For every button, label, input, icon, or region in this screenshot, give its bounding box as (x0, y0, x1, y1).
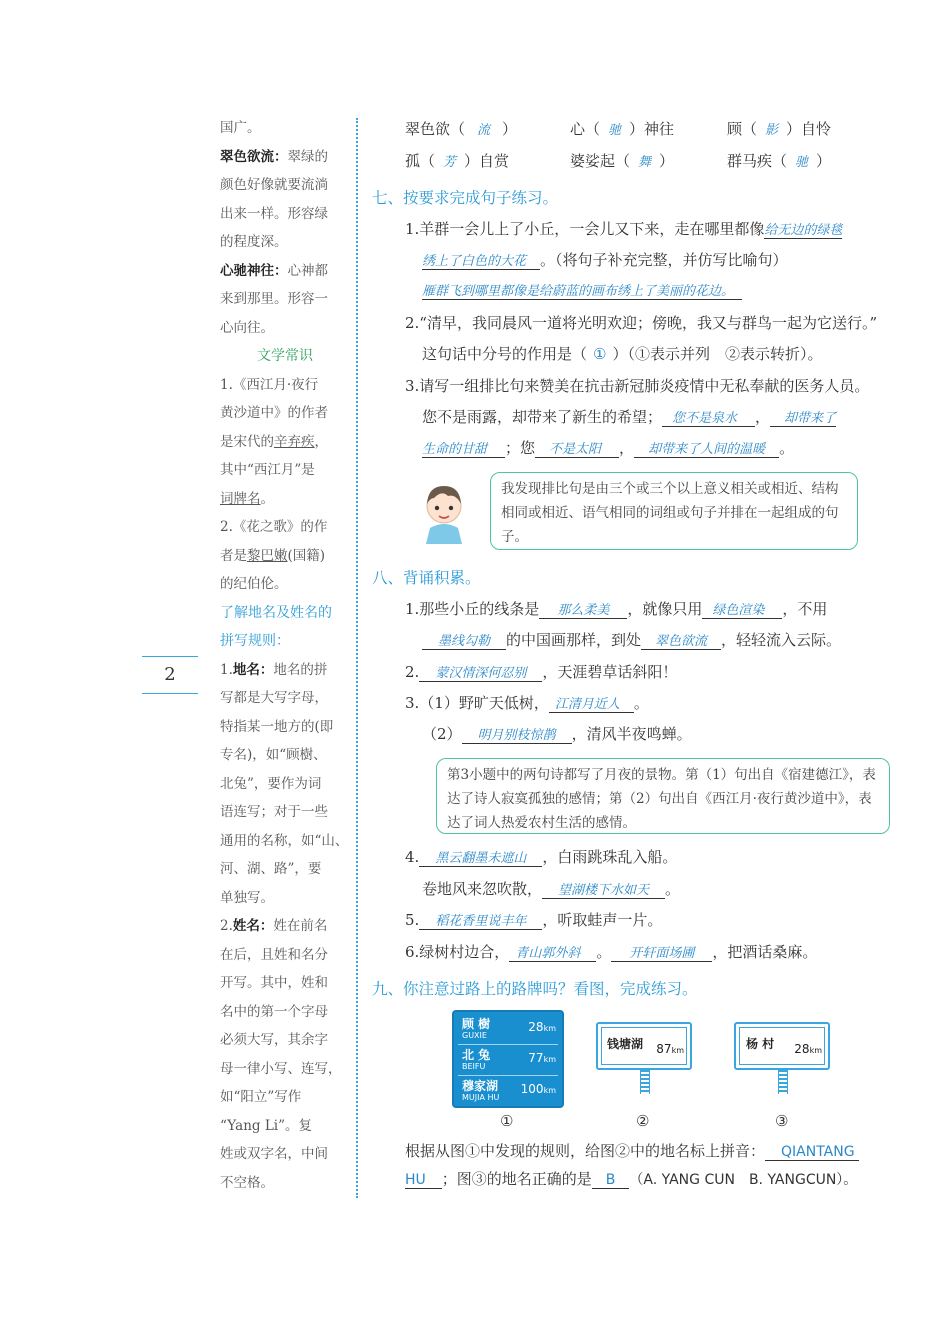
sign-distance: 100 (520, 1082, 544, 1096)
text: 。 (779, 439, 795, 457)
note-text (220, 485, 350, 514)
sign-unit: km (671, 1046, 684, 1055)
text: ） (502, 120, 518, 138)
sign-unit: km (543, 1055, 556, 1064)
note-text: 特指某一地方的(即 (220, 718, 334, 735)
s8-q4-l2 (422, 878, 680, 899)
sign-row (458, 1045, 558, 1076)
note-text: 心向往。 (220, 319, 274, 336)
s7-q3-l3 (422, 437, 794, 458)
sign-row (458, 1076, 558, 1106)
answer: B (592, 1172, 630, 1189)
answer: 却带来了人间的温暖 (634, 442, 779, 458)
text: ，听取蛙声一片。 (542, 911, 663, 929)
tip-bubble-parallelism: 我发现排比句是由三个或三个以上意义相关或相近、结构相同或相近、语气相同的词组或句子并排在一起组成的句子。 (490, 472, 858, 550)
road-sign-1 (452, 1010, 564, 1108)
answer: 影 (765, 123, 779, 138)
sign-distance: 28 (528, 1020, 544, 1034)
text: 。（将句子补充完整，并仿写比喻句） (540, 251, 788, 269)
text: 1.那些小丘的线条是 (405, 600, 540, 618)
s8-q5 (405, 909, 662, 930)
text: 5. (405, 911, 420, 929)
sidebar-heading-literature: 文学常识 (257, 348, 313, 364)
answer: 稻花香里说丰年 (419, 914, 542, 930)
s7-q1-l2 (422, 249, 788, 270)
text: （2） (422, 725, 462, 743)
sign-post-3 (778, 1070, 788, 1094)
s9-question (405, 1140, 859, 1161)
text: 3.（1）野旷天低树， (405, 694, 549, 712)
section-heading-9: 九、你注意过路上的路牌吗？看图，完成练习。 (372, 980, 698, 998)
s8-q3-2 (422, 723, 692, 744)
answer: 驰 (795, 155, 809, 170)
note-text: 的程度深。 (220, 234, 288, 250)
text: ，天涯碧草话斜阳！ (542, 663, 678, 681)
sign-label-3: ③ (775, 1112, 789, 1130)
sign-distance: 87 (656, 1042, 672, 1056)
note-term-cuise (220, 143, 350, 172)
note-term-xinchi (220, 257, 350, 286)
note-text: 专名)，如“顾樹、 (220, 747, 327, 763)
answer: 芳 (443, 155, 457, 170)
note-text: 出来一样。形容绿 (220, 205, 328, 222)
note-text: 开写。其中，姓和 (220, 975, 328, 991)
note-text: 通用的名称，如“山、 (220, 832, 349, 849)
text: 顾（ (727, 120, 758, 138)
answer: 给无边的绿毯 (764, 223, 843, 238)
text: 这句话中分号的作用是（ (422, 345, 588, 363)
text: 您不是雨露，却带来了新生的希望； (422, 408, 663, 426)
note-text: 1.《西江月·夜行 (220, 376, 319, 393)
sign-unit: km (809, 1046, 822, 1055)
answer: 雁群飞到哪里都像是给蔚蓝的画布绣上了美丽的花边。 (422, 284, 742, 300)
note-text: 在后，且姓和名分 (220, 946, 328, 963)
sign-name: 杨 村 (746, 1037, 775, 1051)
answer: 那么柔美 (539, 603, 627, 619)
sign-unit: km (543, 1024, 556, 1033)
text: ；图③的地名正确的是 (441, 1170, 592, 1188)
note-text: ， (314, 433, 328, 450)
text: 1.羊群一会儿上了小丘，一会儿又下来，走在哪里都像 (405, 220, 765, 238)
note-answer: 黎巴嫩 (247, 547, 288, 564)
s7-q3: 3.请写一组排比句来赞美在抗击新冠肺炎疫情中无私奉献的医务人员。 (405, 377, 870, 395)
note-text: 母一律小写、连写， (220, 1060, 342, 1077)
idiom-item (405, 150, 509, 171)
text: ）自怜 (786, 120, 832, 138)
road-sign-3 (734, 1022, 830, 1070)
note-term: 心驰神往： (220, 262, 288, 279)
text: 孤（ (405, 152, 436, 170)
text: 。 (665, 880, 681, 898)
text: 婆娑起（ (570, 152, 631, 170)
idiom-item (727, 150, 831, 171)
text: ，轻轻流入云际。 (721, 631, 842, 649)
column-divider (356, 118, 358, 1198)
note-text: 地名的拼 (273, 661, 328, 678)
answer: 开轩面场圃 (611, 946, 712, 962)
note-text: 河、湖、路”，要 (220, 861, 322, 877)
sidebar-notes (220, 114, 350, 1197)
s9-question-l2 (405, 1168, 857, 1189)
answer: 黑云翻墨未遮山 (419, 851, 542, 867)
note-text: 如“阳立”写作 (220, 1089, 302, 1105)
sign-label-1: ① (500, 1112, 514, 1130)
answer: 流 (477, 123, 491, 138)
note-term: 姓名： (232, 918, 274, 934)
text: ，把酒话桑麻。 (712, 943, 818, 961)
section-heading-7: 七、按要求完成句子练习。 (372, 189, 559, 207)
s7-q2-l2 (422, 343, 822, 364)
s8-q4 (405, 846, 677, 867)
answer: 绣上了白色的大花 (422, 254, 540, 270)
text: 2. (405, 663, 420, 681)
note-text: 者是 (220, 547, 247, 564)
text: ）自赏 (464, 152, 510, 170)
sign-distance: 77 (528, 1051, 544, 1065)
sign-unit: km (543, 1086, 556, 1095)
sign-row (458, 1014, 558, 1045)
note-text: 的纪伯伦。 (220, 576, 288, 592)
text: 的中国画那样，到处 (506, 631, 642, 649)
answer: 明月别枝惊鹊 (462, 728, 572, 744)
answer: 生命的甘甜 (422, 442, 505, 458)
page-number: 2 (142, 656, 198, 694)
text: ，就像只用 (627, 600, 703, 618)
note-text: 单独写。 (220, 889, 274, 906)
sidebar-heading-spelling: 了解地名及姓名的 (220, 604, 332, 621)
note-text: 2.《花之歌》的作 (220, 519, 328, 535)
text: ） (659, 152, 675, 170)
text: ）（①表示并列 ②表示转折）。 (612, 345, 823, 363)
note-rule-2 (220, 912, 350, 941)
text: 4. (405, 848, 420, 866)
text: 。 (596, 943, 612, 961)
s8-q6 (405, 941, 817, 962)
s7-q2: 2.“清早，我同晨风一道将光明欢迎；傍晚，我又与群鸟一起为它送行。” (405, 314, 878, 332)
text: ， (755, 408, 771, 426)
note-term: 地名： (232, 661, 274, 678)
section-heading-8: 八、背诵积累。 (372, 569, 481, 587)
answer: 江清月近人 (549, 697, 634, 713)
sign-distance: 28 (794, 1042, 810, 1056)
answer: 不是太阳 (535, 442, 619, 458)
sign-pinyin: BEIFU (462, 1062, 486, 1071)
answer: 舞 (638, 155, 652, 170)
note-text: 北兔”，要作为词 (220, 775, 322, 792)
s7-q3-l2 (422, 406, 836, 427)
idiom-item (570, 150, 674, 171)
answer: 翠色欲流 (641, 634, 721, 650)
sign-name: 顾 樹 (462, 1017, 491, 1031)
note-text (220, 428, 350, 457)
sign-pinyin: MUJIA HU (462, 1093, 500, 1102)
sign-name: 穆家湖 (462, 1079, 499, 1093)
idiom-item (405, 118, 517, 139)
note-text: (国籍) (287, 547, 326, 564)
text: ，不用 (782, 600, 828, 618)
idiom-item (570, 118, 674, 139)
answer: QIANTANG (765, 1144, 859, 1161)
note-text: “Yang Li”。复 (220, 1117, 313, 1134)
answer: 望湖楼下水如天 (542, 883, 665, 899)
note-text: 姓或双字名，中间 (220, 1146, 328, 1162)
text: ）神往 (629, 120, 675, 138)
s8-q2 (405, 661, 677, 682)
note-text: 姓在前名 (273, 918, 328, 934)
note-term: 翠色欲流： (220, 148, 288, 165)
s8-q3 (405, 692, 649, 713)
answer: HU (405, 1172, 442, 1189)
note-text: 黄沙道中》的作者 (220, 405, 328, 421)
text: 翠色欲（ (405, 120, 466, 138)
note-text: 名中的第一个字母 (220, 1003, 328, 1020)
note-text: 心神都 (287, 262, 328, 279)
answer: 墨线勾勒 (422, 634, 506, 650)
note-answer: 辛弃疾 (274, 433, 315, 450)
note-text: 写都是大写字母， (220, 690, 328, 706)
note-rule-1 (220, 656, 350, 685)
note-text: 语连写；对于一些 (220, 804, 328, 820)
sign-pinyin: GUXIE (462, 1031, 487, 1040)
note-text: 2. (220, 918, 233, 934)
note-answer: 词牌名 (220, 490, 261, 507)
answer: 蒙汉情深何忍别 (419, 666, 542, 682)
answer: 青山郭外斜 (509, 946, 596, 962)
note-text: 是宋代的 (220, 433, 274, 450)
note-text: 来到那里。形容一 (220, 291, 328, 307)
text: ， (619, 439, 635, 457)
tip-bubble-poems: 第3小题中的两句诗都写了月夜的景物。第（1）句出自《宿建德江》，表达了诗人寂寞孤独的感情；第（2）句出自《西江月·夜行黄沙道中》，表达了词人热爱农村生活的感情。 (436, 758, 890, 834)
text: ，白雨跳珠乱入船。 (542, 848, 678, 866)
text: （A. YANG CUN B. YANGCUN）。 (629, 1172, 858, 1188)
answer: 驰 (608, 123, 622, 138)
text: 群马疾（ (727, 152, 788, 170)
text: 。 (633, 694, 649, 712)
sign-post-2 (640, 1070, 650, 1094)
sign-name: 北 兔 (462, 1048, 491, 1062)
answer: 您不是泉水 (662, 411, 755, 427)
note-text: 国广。 (220, 120, 261, 136)
text: 卷地风来忽吹散， (422, 880, 543, 898)
s7-q1-l3 (422, 280, 742, 299)
note-text: 颜色好像就要流淌 (220, 177, 328, 193)
text: ） (816, 152, 832, 170)
text: 根据从图①中发现的规则，给图②中的地名标上拼音： (405, 1142, 766, 1160)
answer: 绿色渲染 (702, 603, 782, 619)
s7-q1 (405, 218, 842, 239)
answer: ① (593, 345, 607, 363)
text: 6.绿树村边合， (405, 943, 510, 961)
note-text: 翠绿的 (287, 148, 328, 165)
note-text: 不空格。 (220, 1174, 274, 1191)
note-text: 其中“西江月”是 (220, 462, 315, 478)
note-text: 。 (260, 490, 274, 507)
note-text (220, 542, 350, 571)
note-text: 必须大写，其余字 (220, 1032, 328, 1048)
s8-q1 (405, 598, 827, 619)
text: 心（ (570, 120, 601, 138)
answer: 却带来了 (770, 411, 836, 427)
sidebar-heading-spelling-2: 拼写规则： (220, 633, 290, 649)
sign-label-2: ② (636, 1112, 650, 1130)
sign-name: 钱塘湖 (607, 1037, 644, 1051)
text: ；您 (505, 439, 536, 457)
idiom-item (727, 118, 831, 139)
text: ，清风半夜鸣蝉。 (571, 725, 692, 743)
boy-avatar-icon (420, 480, 468, 544)
road-sign-2 (596, 1022, 692, 1070)
note-text: 1. (220, 661, 233, 678)
s8-q1-l2 (422, 629, 841, 650)
